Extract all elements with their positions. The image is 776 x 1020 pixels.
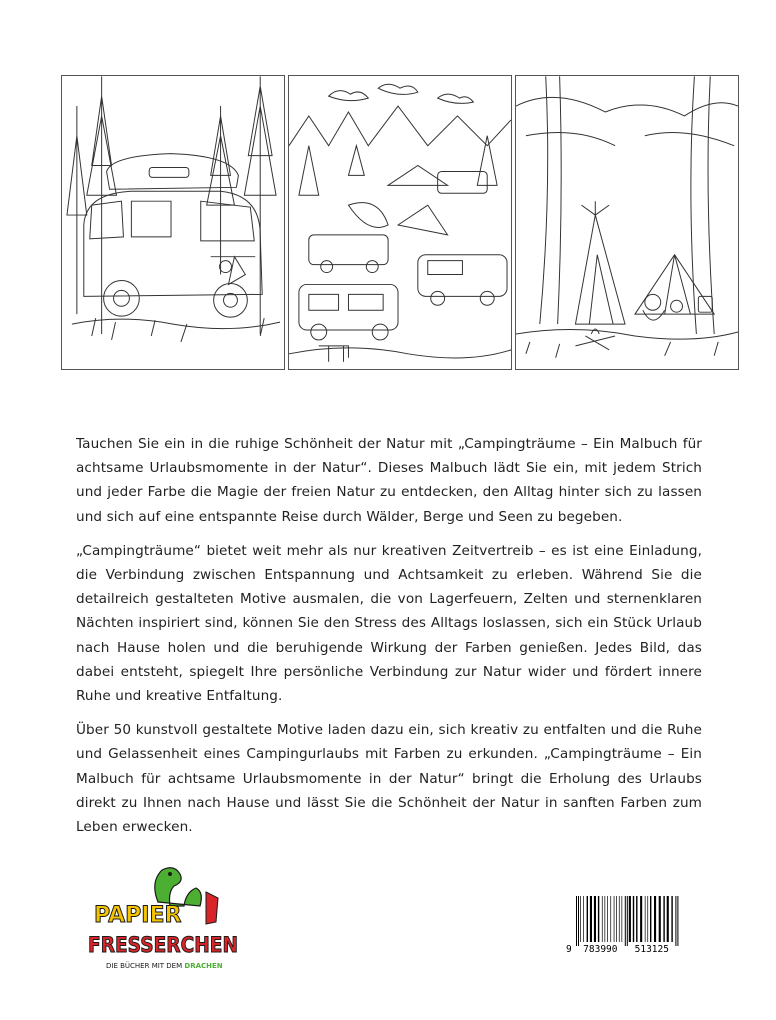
barcode-bar	[580, 896, 581, 942]
paragraph-invitation: „Campingträume“ bietet weit mehr als nur kreativen Zeitvertreib – es ist eine Einladung, die Verbindung zwischen Entspannung und Achtsamkeit zu erleben. Während Sie die detailreich gestalteten Motive ausmalen, die von Lagerfeuern, Zelten und sternenklaren Nächten inspiriert sind, können Sie den Stress des Alltags loslassen, sich ein Stück Urlaub nach Hause holen und die beruhigende Wirkung der Farben genießen. Jedes Bild, das dabei entsteht, spiegelt Ihre persönliche Verbindung zur Natur wider und fördert innere Ruhe und kreative Entfaltung.	[76, 542, 702, 705]
illustration-teepee	[515, 75, 739, 370]
dragon-mascot-icon	[155, 868, 202, 906]
barcode-bar	[583, 896, 584, 942]
barcode-bar	[616, 896, 617, 942]
barcode-guard	[625, 896, 626, 946]
barcode-bar	[610, 896, 611, 942]
barcode-bar	[629, 896, 631, 942]
barcode-bar	[650, 896, 651, 942]
teepee-drawing	[516, 76, 738, 369]
logo-tagline	[106, 961, 223, 970]
barcode-bar	[667, 896, 669, 942]
barcode-bar	[663, 896, 664, 942]
barcode-guard	[576, 896, 577, 946]
barcode-bar	[647, 896, 648, 942]
illustration-vw-bus	[61, 75, 285, 370]
barcode-bar	[598, 896, 599, 942]
campsite-drawing	[289, 76, 511, 369]
illustration-campsite	[288, 75, 512, 370]
illustration-strip	[61, 75, 741, 370]
logo-word-papier: PAPIER	[94, 903, 182, 928]
barcode-bar	[619, 896, 620, 942]
description-text	[76, 432, 702, 849]
barcode-guard	[627, 896, 628, 946]
vw-bus-drawing	[62, 76, 284, 369]
paragraph-intro: Tauchen Sie ein in die ruhige Schönheit der Natur mit „Campingträume – Ein Malbuch für achtsame Urlaubsmomente in der Natur“. Dieses Malbuch lädt Sie ein, mit jedem Strich und jeder Farbe die Magie der freien Natur zu entdecken, den Alltag hinter sich zu lassen und sich auf eine entspannte Reise durch Wälder, Berge und Seen zu begeben.	[76, 436, 702, 525]
book-icon	[206, 892, 218, 924]
barcode-bar	[633, 896, 634, 942]
barcode-bar	[622, 896, 623, 942]
barcode-bar	[636, 896, 637, 942]
barcode-bar	[587, 896, 588, 942]
barcode-guard	[578, 896, 579, 946]
publisher-logo	[88, 862, 240, 976]
barcode-bar	[614, 896, 615, 942]
logo-tagline-highlight: DRACHEN	[184, 962, 223, 970]
barcode-bar	[654, 896, 656, 942]
barcode-guard	[677, 896, 678, 946]
barcode-bar	[605, 896, 606, 942]
barcode-bar	[590, 896, 592, 942]
isbn-digits: 9 783990 513125	[566, 944, 669, 955]
paragraph-motifs: Über 50 kunstvoll gestaltete Motive laden dazu ein, sich kreativ zu entfalten und die Ruhe und Gelassenheit eines Campingurlaubs mit Farben zu erkunden. „Campingträume – Ein Malbuch für achtsame Urlaubsmomente in der Natur“ bringt die Erholung des Urlaubs direkt zu Ihnen nach Hause und lässt Sie die Schönheit der Natur in sanften Farben zum Leben erwecken.	[76, 722, 702, 836]
barcode-bar	[671, 896, 672, 942]
barcode-bar	[640, 896, 642, 942]
barcode-bar	[645, 896, 646, 942]
logo-tagline-prefix: DIE BÜCHER MIT DEM	[106, 962, 183, 970]
barcode-bar	[602, 896, 603, 942]
barcode-bar	[607, 896, 608, 942]
barcode-bar	[659, 896, 661, 942]
logo-word-fresserchen: FRESSERCHEN	[88, 933, 238, 957]
barcode-bar	[594, 896, 596, 942]
dragon-logo-drawing	[88, 862, 240, 976]
barcode-guard	[675, 896, 676, 946]
